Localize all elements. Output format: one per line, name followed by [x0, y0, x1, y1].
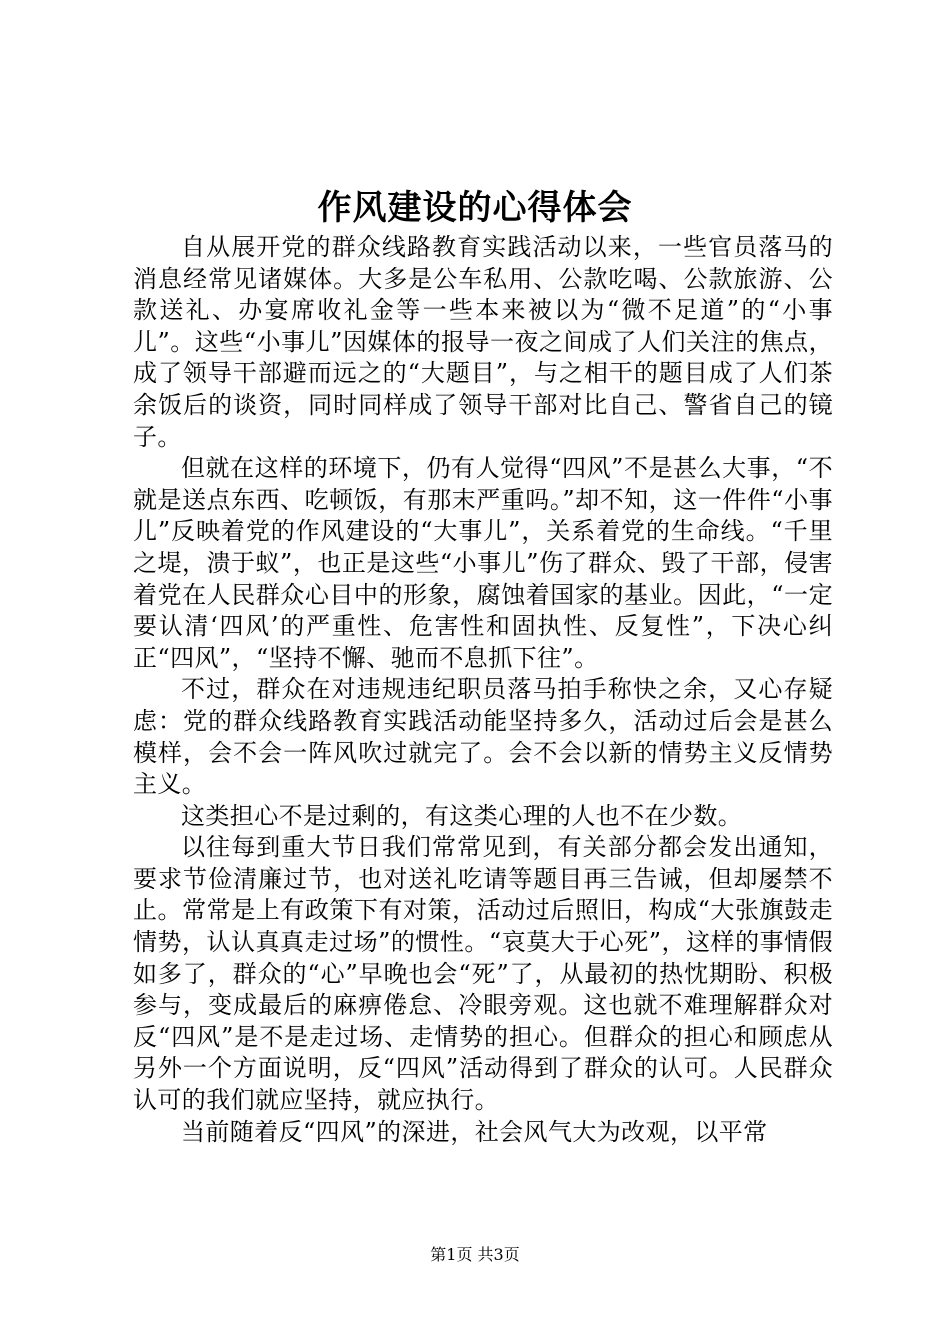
paragraph-3: 不过，群众在对违规违纪职员落马拍手称快之余，又心存疑虑：党的群众线路教育实践活动能坚持多久，活动过后会是甚么模样，会不会一阵风吹过就完了。会不会以新的情势主义反情势主义。	[133, 675, 833, 799]
document-body	[133, 232, 833, 1148]
paragraph-1: 自从展开党的群众线路教育实践活动以来，一些官员落马的消息经常见诸媒体。大多是公车私用、公款吃喝、公款旅游、公款送礼、办宴席收礼金等一些本来被以为“微不足道”的“小事儿”。这些“小事儿”因媒体的报导一夜之间成了人们关注的焦点，成了领导干部避而远之的“大题目”，与之相干的题目成了人们茶余饭后的谈资，同时同样成了领导干部对比自己、警省自己的镜子。	[133, 233, 833, 451]
paragraph-2: 但就在这样的环境下，仍有人觉得“四风”不是甚么大事，“不就是送点东西、吃顿饭，有那末严重吗。”却不知，这一件件“小事儿”反映着党的作风建设的“大事儿”，关系着党的生命线。“千里之堤，溃于蚁”，也正是这些“小事儿”伤了群众、毁了干部，侵害着党在人民群众心目中的形象，腐蚀着国家的基业。因此，“一定要认清‘四风’的严重性、危害性和固执性、反复性”，下决心纠正“四风”，“坚持不懈、驰而不息抓下往”。	[133, 454, 833, 672]
document-title: 作风建设的心得体会	[317, 188, 633, 228]
page-footer: 第1页 共3页	[430, 1245, 520, 1264]
paragraph-6: 当前随着反“四风”的深进，社会风气大为改观，以平常	[181, 1117, 768, 1146]
paragraph-5: 以往每到重大节日我们常常见到，有关部分都会发出通知，要求节俭清廉过节，也对送礼吃请等题目再三告诫，但却屡禁不止。常常是上有政策下有对策，活动过后照旧，构成“大张旗鼓走情势，认认真真走过场”的惯性。“哀莫大于心死”，这样的事情假如多了，群众的“心”早晚也会“死”了，从最初的热忱期盼、积极参与，变成最后的麻痹倦怠、冷眼旁观。这也就不难理解群众对反“四风”是不是走过场、走情势的担心。但群众的担心和顾虑从另外一个方面说明，反“四风”活动得到了群众的认可。人民群众认可的我们就应坚持，就应执行。	[133, 833, 833, 1115]
paragraph-4: 这类担心不是过剩的，有这类心理的人也不在少数。	[181, 801, 743, 830]
